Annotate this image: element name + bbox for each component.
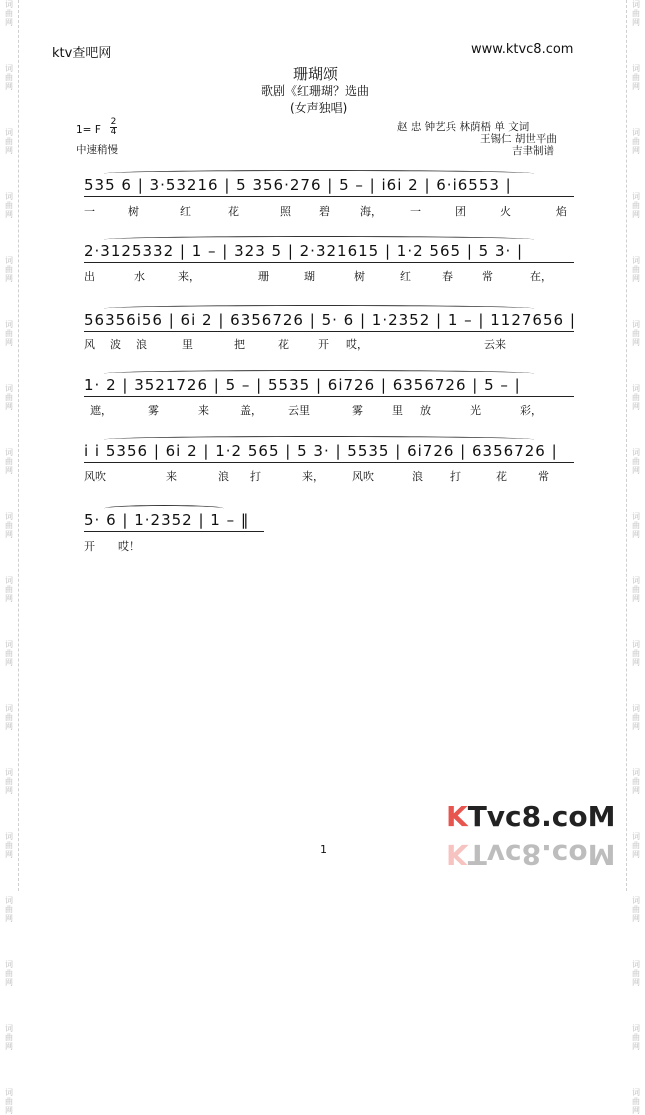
lyric-syllable: 焰 (556, 205, 567, 218)
side-watermark-text: 词 曲 网 (632, 1088, 640, 1115)
side-watermark-text: 词 曲 网 (5, 640, 13, 667)
side-watermark-text: 词 曲 网 (632, 384, 640, 411)
lyric-syllable: 照 (280, 205, 291, 218)
side-watermark-text: 词 曲 网 (5, 448, 13, 475)
side-watermark-text: 词 曲 网 (632, 192, 640, 219)
side-watermark-text: 词 曲 网 (632, 128, 640, 155)
lyric-syllable: 花 (278, 338, 289, 351)
lyric-syllable: 火 (500, 205, 511, 218)
lyric-syllable: 风吹 (84, 470, 106, 483)
lyric-syllable: 常 (482, 270, 493, 283)
transcriber-credit: 吉聿制谱 (512, 145, 554, 157)
side-watermark-text: 词 曲 网 (632, 64, 640, 91)
lyric-syllable: 里 (392, 404, 403, 417)
slur-mark (104, 505, 224, 512)
right-side-watermark (629, 0, 643, 1115)
lyric-syllable: 一 (410, 205, 421, 218)
side-watermark-text: 词 曲 网 (5, 704, 13, 731)
beam-line (84, 396, 574, 397)
notation-line: 56356i56 | 6i 2 | 6356726 | 5· 6 | 1·2352 | 1 – | 1127656 | (84, 311, 576, 329)
lyric-syllable: 瑚 (304, 270, 315, 283)
lyric-syllable: 遮， (90, 404, 112, 417)
beam-line (84, 262, 574, 263)
lyric-syllable: 波 (110, 338, 121, 351)
lyric-syllable: 浪 (218, 470, 229, 483)
side-watermark-text: 词 曲 网 (632, 768, 640, 795)
composers-credit: 王锡仁 胡世平曲 (480, 133, 557, 145)
side-watermark-text: 词 曲 网 (5, 64, 13, 91)
lyric-syllable: 开 (318, 338, 329, 351)
lyric-syllable: 花 (496, 470, 507, 483)
side-watermark-text: 词 曲 网 (632, 1024, 640, 1051)
left-border-line (18, 0, 19, 891)
site-name: ktv查吧网 (52, 46, 112, 61)
lyric-syllable: 树 (128, 205, 139, 218)
song-title: 珊瑚颂 (293, 65, 339, 83)
song-subtitle: 歌剧《红珊瑚？选曲 (261, 84, 370, 98)
lyric-syllable: 雾 (352, 404, 363, 417)
lyric-syllable: 团 (455, 205, 466, 218)
lyric-syllable: 海， (360, 205, 382, 218)
site-url: www.ktvc8.com (471, 42, 574, 57)
notation-line: 5· 6 | 1·2352 | 1 – ‖ (84, 511, 250, 529)
lyric-syllable: 放 (420, 404, 431, 417)
side-watermark-text: 词 曲 网 (632, 640, 640, 667)
side-watermark-text: 词 曲 网 (5, 320, 13, 347)
side-watermark-text: 词 曲 网 (5, 1024, 13, 1051)
notation-line: 1· 2 | 3521726 | 5 – | 5535 | 6i726 | 6356726 | 5 – | (84, 376, 521, 394)
lyric-syllable: 水 (134, 270, 145, 283)
lyric-syllable: 来 (166, 470, 177, 483)
lyric-syllable: 把 (234, 338, 245, 351)
beam-line (84, 196, 574, 197)
lyric-syllable: 来， (178, 270, 200, 283)
lyric-syllable: 花 (228, 205, 239, 218)
notation-line: 535 6 | 3·53216 | 5 356·276 | 5 – | i6i 2 | 6·i6553 | (84, 176, 512, 194)
notation-line: 2·3125332 | 1 – | 323 5 | 2·321615 | 1·2 565 | 5 3· | (84, 242, 524, 260)
lyric-syllable: 风 (84, 338, 95, 351)
slur-mark (104, 236, 534, 243)
side-watermark-text: 词 曲 网 (5, 192, 13, 219)
lyric-syllable: 树 (354, 270, 365, 283)
time-signature-bottom: 4 (110, 127, 117, 137)
side-watermark-text: 词 曲 网 (5, 576, 13, 603)
side-watermark-text: 词 曲 网 (5, 768, 13, 795)
side-watermark-text: 词 曲 网 (5, 0, 13, 27)
lyric-syllable: 浪 (412, 470, 423, 483)
side-watermark-text: 词 曲 网 (632, 448, 640, 475)
side-watermark-text: 词 曲 网 (5, 832, 13, 859)
lyric-syllable: 红 (180, 205, 191, 218)
ktvc8-logo: KTvc8.coM (446, 800, 616, 833)
lyric-syllable: 来 (198, 404, 209, 417)
lyric-syllable: 来， (302, 470, 324, 483)
side-watermark-text: 词 曲 网 (5, 256, 13, 283)
side-watermark-text: 词 曲 网 (5, 384, 13, 411)
lyric-syllable: 一 (84, 205, 95, 218)
lyric-syllable: 出 (84, 270, 95, 283)
lyric-syllable: 碧 (319, 205, 330, 218)
lyric-syllable: 哎！ (118, 540, 140, 553)
side-watermark-text: 词 曲 网 (5, 128, 13, 155)
lyric-syllable: 云来 (484, 338, 506, 351)
side-watermark-text: 词 曲 网 (632, 576, 640, 603)
lyric-syllable: 在， (530, 270, 552, 283)
slur-mark (104, 436, 534, 443)
lyric-syllable: 春 (442, 270, 453, 283)
side-watermark-text: 词 曲 网 (632, 0, 640, 27)
lyric-syllable: 光 (470, 404, 481, 417)
side-watermark-text: 词 曲 网 (632, 960, 640, 987)
key-signature: 1= F (76, 124, 101, 136)
right-border-line (626, 0, 627, 891)
time-signature (110, 118, 117, 137)
beam-line (84, 331, 574, 332)
lyric-syllable: 盖， (240, 404, 262, 417)
lyric-syllable: 红 (400, 270, 411, 283)
lyric-syllable: 打 (250, 470, 261, 483)
time-signature-top: 2 (110, 117, 117, 127)
lyric-syllable: 开 (84, 540, 95, 553)
tempo-marking: 中速稍慢 (76, 144, 118, 156)
slur-mark (104, 370, 534, 377)
side-watermark-text: 词 曲 网 (632, 320, 640, 347)
side-watermark-text: 词 曲 网 (5, 1088, 13, 1115)
page-number: 1 (320, 843, 327, 856)
lyric-syllable: 风吹 (352, 470, 374, 483)
side-watermark-text: 词 曲 网 (632, 256, 640, 283)
beam-line (84, 531, 264, 532)
lyric-syllable: 雾 (148, 404, 159, 417)
lyric-syllable: 珊 (258, 270, 269, 283)
lyric-syllable: 常 (538, 470, 549, 483)
side-watermark-text: 词 曲 网 (5, 512, 13, 539)
lyric-syllable: 打 (450, 470, 461, 483)
side-watermark-text: 词 曲 网 (632, 512, 640, 539)
side-watermark-text: 词 曲 网 (632, 832, 640, 859)
side-watermark-text: 词 曲 网 (5, 960, 13, 987)
slur-mark (104, 305, 534, 312)
notation-line: i i 5356 | 6i 2 | 1·2 565 | 5 3· | 5535 | 6i726 | 6356726 | (84, 442, 558, 460)
side-watermark-text: 词 曲 网 (5, 896, 13, 923)
lyric-syllable: 彩， (520, 404, 542, 417)
voice-type: (女声独唱) (290, 101, 348, 115)
ktvc8-logo-reflection: KTvc8.coM (446, 838, 616, 871)
left-side-watermark (2, 0, 16, 1115)
lyric-syllable: 里 (182, 338, 193, 351)
lyric-syllable: 云里 (288, 404, 310, 417)
side-watermark-text: 词 曲 网 (632, 704, 640, 731)
lyricists-credit: 赵 忠 钟艺兵 林荫梧 单 文词 (397, 121, 530, 133)
slur-mark (104, 170, 534, 177)
side-watermark-text: 词 曲 网 (632, 896, 640, 923)
lyric-syllable: 哎， (346, 338, 368, 351)
beam-line (84, 462, 574, 463)
lyric-syllable: 浪 (136, 338, 147, 351)
